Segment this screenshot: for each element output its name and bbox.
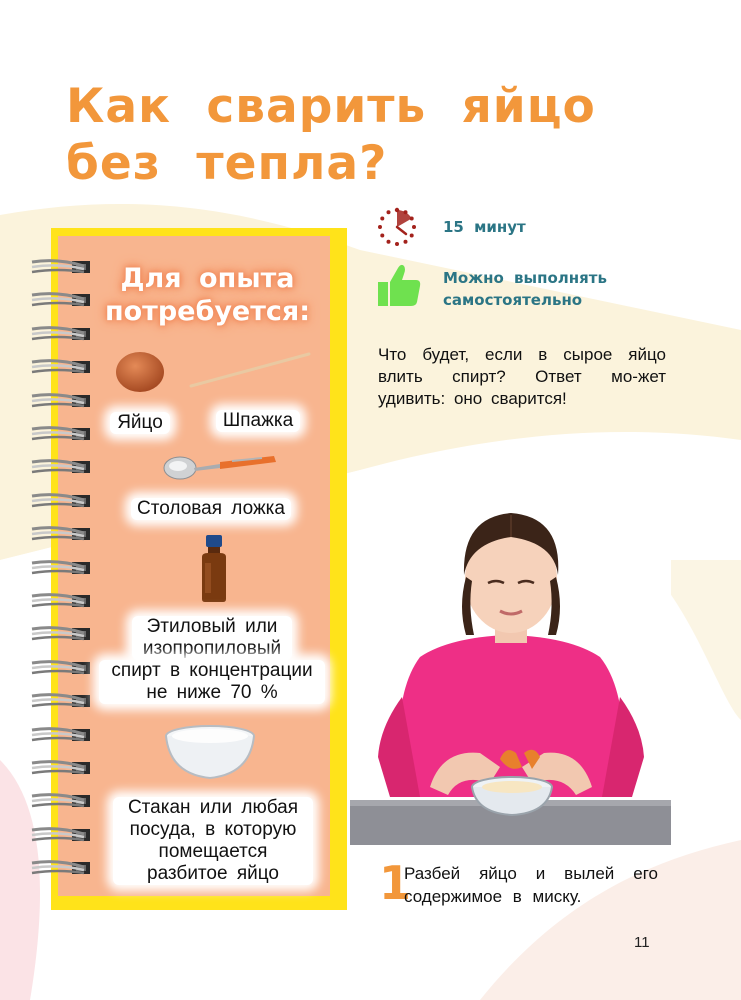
alcohol-bottle-image [196,533,232,603]
spiral-ring [28,258,92,276]
materials-heading-line-2: потребуется: [104,296,311,327]
spoon-label: Столовая ложка [131,498,291,520]
spiral-ring [28,325,92,343]
spiral-ring [28,692,92,710]
page-number: 11 [634,934,650,951]
glass-label-line-3: помещается [158,841,268,862]
spiral-ring [28,726,92,744]
skewer-label: Шпажка [216,410,300,432]
spiral-ring [28,559,92,577]
alcohol-label-continued [99,660,325,704]
materials-heading-line-1: Для опыта [120,263,295,294]
time-estimate: 15 минут [443,218,526,236]
page-title [66,78,666,192]
spiral-ring [28,759,92,777]
glass-label-line-4: разбитое яйцо [147,863,279,884]
skewer-image [188,350,312,390]
spiral-ring [28,492,92,510]
spiral-ring [28,659,92,677]
spiral-ring [28,392,92,410]
glass-label-line-2: посуда, в которую [129,819,297,840]
alcohol-label-line-4: не ниже 70 % [146,682,278,703]
spiral-ring [28,625,92,643]
spiral-ring [28,458,92,476]
step-text: Разбей яйцо и вылей его содержимое в миску. [404,864,658,906]
alcohol-label [132,616,292,660]
spiral-ring [28,425,92,443]
independent-note-line-1: Можно выполнять [443,269,607,287]
glass-bowl-image [162,724,258,782]
step-number: 1 [379,856,412,910]
alcohol-label-line-3: спирт в концентрации [111,660,313,681]
spiral-ring [28,358,92,376]
spiral-ring [28,291,92,309]
egg-image [114,350,166,394]
independent-note-line-2: самостоятельно [443,291,583,309]
alcohol-label-line-2: изопропиловый [142,638,282,659]
thumbs-up-icon [374,262,422,308]
timer-icon [376,206,418,248]
egg-label: Яйцо [110,412,170,434]
alcohol-label-line-1: Этиловый или [146,616,278,637]
glass-label [113,797,313,885]
spiral-ring [28,826,92,844]
spiral-ring [28,792,92,810]
title-line-1: Как сварить яйцо [66,79,596,134]
independent-note [443,267,607,311]
intro-text: Что будет, если в сырое яйцо влить спирт? Ответ мо-жет удивить: оно сварится! [378,345,666,408]
spoon-image [162,452,278,482]
title-line-2: без тепла? [66,136,388,191]
spiral-ring [28,525,92,543]
spiral-ring [28,859,92,877]
spiral-ring [28,592,92,610]
glass-label-line-1: Стакан или любая [127,797,299,818]
girl-cracking-egg-photo [350,497,671,845]
materials-heading [95,262,320,328]
